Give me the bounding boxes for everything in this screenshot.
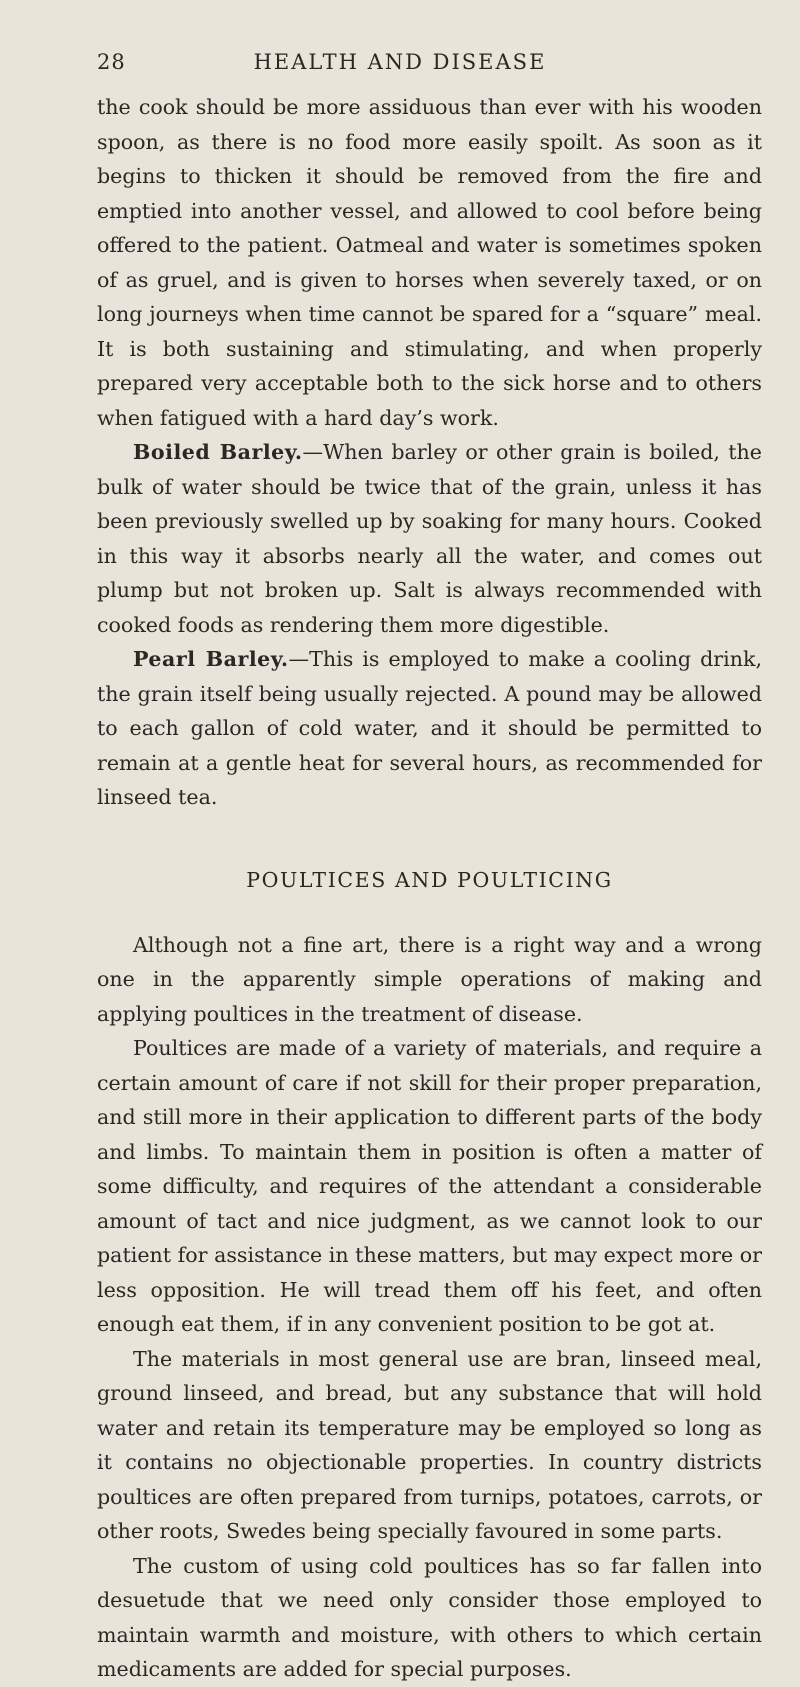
page-number: 28 [97, 50, 126, 74]
paragraph-text: The custom of using cold poultices has so far fallen into desuetude that we need only consider those employed to maintain warmth and moisture, with others to which certain medicaments are added for special purposes. [97, 1553, 762, 1681]
paragraph-pearl-barley [97, 642, 762, 815]
paragraph-text: the cook should be more assiduous than ever with his wooden spoon, as there is no food more easily spoilt. As soon as it begins to thicken it should be removed from the fire and emptied into another vessel, and allowed to cool before being offered to the patient. Oatmeal and water is sometimes spoken of as gruel, and is given to horses when severely taxed, or on long journeys when time cannot be spared for a “square” meal. It is both sustaining and stimulating, and when properly prepared very acceptable both to the sick horse and to others when fatigued with a hard day’s work. [97, 95, 762, 430]
paragraph [97, 1549, 762, 1687]
paragraph-text: The materials in most general use are bran, linseed meal, ground linseed, and bread, but any substance that will hold water and retain its temperature may be employed so long as it contains no objectionable properties. In country districts poultices are often prepared from turnips, potatoes, carrots, or other roots, Swedes being specially favoured in some parts. [97, 1346, 762, 1543]
running-head: HEALTH AND DISEASE [253, 50, 547, 74]
page-header [0, 50, 800, 80]
paragraph-boiled-barley [97, 435, 762, 642]
paragraph [97, 1031, 762, 1342]
section-heading: POULTICES AND POULTICING [246, 867, 613, 892]
paragraph-text: Poultices are made of a variety of materials, and require a certain amount of care if not skill for their proper preparation, and still more in their application to different parts of the body and limbs. To maintain them in position is often a matter of some difficulty, and requires of the attendant a considerable amount of tact and nice judgment, as we cannot look to our patient for assistance in these matters, but may expect more or less opposition. He will tread them off his feet, and often enough eat them, if in any convenient position to be got at. [97, 1036, 762, 1336]
paragraph-continued [97, 90, 762, 435]
page-body [97, 90, 762, 1687]
runin-heading-boiled-barley: Boiled Barley. [133, 440, 303, 464]
paragraph-text: —When barley or other grain is boiled, the bulk of water should be twice that of the grain, unless it has been previously swelled up by soaking for many hours. Cooked in this way it absorbs nearly all the water, and comes out plump but not broken up. Salt is always recommended with cooked foods as rendering them more digestible. [97, 440, 762, 637]
runin-heading-pearl-barley: Pearl Barley. [133, 647, 289, 671]
paragraph-text: Although not a fine art, there is a right way and a wrong one in the apparently simple operations of making and applying poultices in the treatment of disease. [97, 932, 762, 1026]
paragraph-text: —This is employed to make a cooling drink, the grain itself being usually rejected. A pound may be allowed to each gallon of cold water, and it should be permitted to remain at a gentle heat for several hours, as recommended for linseed tea. [97, 647, 762, 809]
paragraph [97, 928, 762, 1032]
paragraph [97, 1342, 762, 1549]
